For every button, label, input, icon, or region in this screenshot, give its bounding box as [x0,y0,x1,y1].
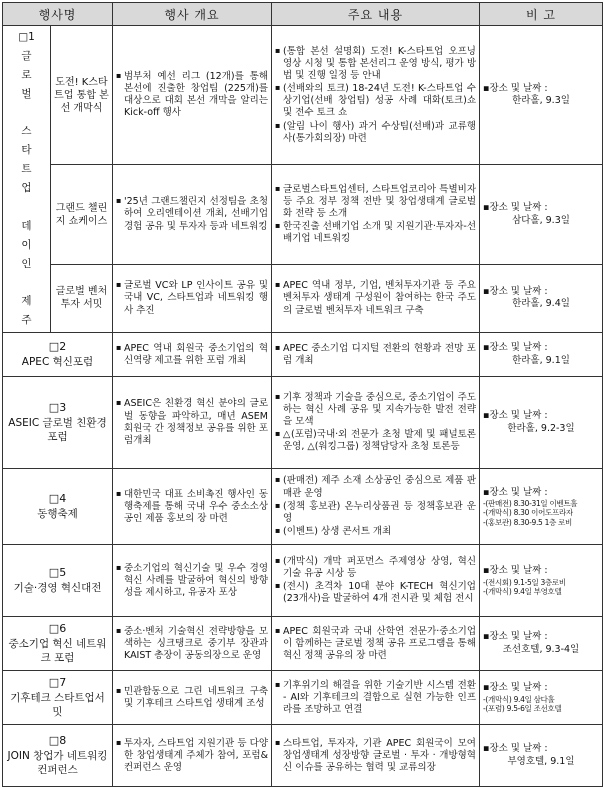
event-main-content: ▪ 기후 정책과 기술을 중심으로, 중소기업이 주도하는 혁신 사례 공유 및 지속가능한 발전 전략을 모색 ▪ △(포럼)국내·외 전문가 초청 발제 및 패널토론 운영, △(워킹그룹) 정책담당자 초청 토론등 [272,377,480,469]
event-remarks: ▪장소 및 날짜 : 한라홀, 9.4일 [480,264,603,333]
event-remarks: ▪장소 및 날짜 : 조선호텔, 9.3-4일 [480,617,603,671]
event-name: □7 기후테크 스타트업서밋 [3,671,113,725]
event-remarks: ▪장소 및 날짜 : -(개막식) 9.4일 삼다홀 -(포럼) 9.5-6일 조선호텔 [480,671,603,725]
event-name: 글로벌 벤처투자 서밋 [51,264,113,333]
event-remarks: ▪장소 및 날짜 : 부영호텔, 9.1일 [480,725,603,787]
header-main-content: 주요 내용 [272,3,480,26]
event-schedule-table [2,2,603,787]
header-event-name: 행사명 [3,3,113,26]
event-name: 도전! K스타트업 통합 본선 개막식 [51,26,113,165]
header-overview: 행사 개요 [113,3,272,26]
event-name: □4 동행축제 [3,469,113,545]
group-global-startup-day: □1 글 로 벌 스 타 트 업 데 이 인 제 주 [3,26,51,333]
event-remarks: ▪장소 및 날짜 : 한라홀, 9.3일 [480,26,603,165]
event-main-content: ▪ (판매전) 제주 소재 소상공인 중심으로 제품 판매관 운영 ▪ (정책 홍보관) 온누리상품권 등 정책홍보관 운영 ▪ (이벤트) 상생 콘서트 개최 [272,469,480,545]
event-overview: ▪ 투자자, 스타트업 지원기관 등 다양한 창업생태계 주체가 참여, 포럼&컨퍼런스 운영 [113,725,272,787]
event-name: □3 ASEIC 글로벌 친환경 포럼 [3,377,113,469]
header-row [3,3,603,26]
event-main-content: ▪ 글로벌스타트업센터, 스타트업코리아 특별비자 등 주요 정부 정책 전반 및 창업생태계 글로벌화 전략 등 소개 ▪ 한국진출 선배기업 소개 및 지원기관·투자자-선배기업 네트워킹 [272,165,480,264]
table-row [3,333,603,377]
event-remarks: ▪장소 및 날짜 : 한라홀, 9.1일 [480,333,603,377]
table-row [3,26,603,165]
event-main-content: ▪ APEC 중소기업 디지털 전환의 현황과 전망 포럼 개최 [272,333,480,377]
event-remarks: ▪장소 및 날짜 : -(판매전) 8.30-31일 이벤트홀 -(개막식) 8.30 이어도프라자 -(홍보관) 8.30-9.5 1층 로비 [480,469,603,545]
event-overview: ▪ 대한민국 대표 소비촉진 행사인 동행축제를 통해 국내 우수 중소소상공인 제품 홍보의 장 마련 [113,469,272,545]
event-main-content: ▪ APEC 회원국과 국내 산학연 전문가·중소기업이 함께하는 글로벌 정책 공유 프로그램을 통해 혁신 정책 공유의 장 마련 [272,617,480,671]
table-row [3,469,603,545]
event-remarks: ▪장소 및 날짜 : -(전시회) 9.1-5일 3층로비 -(개막식) 9.4일 부영호텔 [480,545,603,617]
event-main-content: ▪ 기후위기의 해결을 위한 기술기반 시스템 전환 - AI와 기후테크의 결합으로 실현 가능한 인프라를 조망하고 연결 [272,671,480,725]
table-row [3,725,603,787]
event-name: □8 JOIN 창업가 네트워킹 컨퍼런스 [3,725,113,787]
event-name: □6 중소기업 혁신 네트워크 포럼 [3,617,113,671]
event-name: □5 기술·경영 혁신대전 [3,545,113,617]
table-row [3,617,603,671]
event-remarks: ▪장소 및 날짜 : 한라홀, 9.2-3일 [480,377,603,469]
table-row [3,264,603,333]
table-row [3,377,603,469]
event-overview: ▪ 범부처 예선 리그 (12개)를 통해 본선에 진출한 창업팀 (225개)를 대상으로 대회 본선 개막을 알리는 Kick-off 행사 [113,26,272,165]
event-overview: ▪ 중소기업의 혁신기술 및 우수 경영혁신 사례를 발굴하여 혁신의 방향성을 제시하고, 유공자 포상 [113,545,272,617]
event-main-content: ▪ 스타트업, 투자자, 기관 APEC 회원국이 모여 창업생태계 성장방향 글로벌 · 투자 · 개방형혁신 이슈를 공유하는 협력 및 교류의장 [272,725,480,787]
event-remarks: ▪장소 및 날짜 : 삼다홀, 9.3일 [480,165,603,264]
event-name: □2 APEC 혁신포럼 [3,333,113,377]
event-main-content: ▪ (개막식) 개막 퍼포먼스 주제영상 상영, 혁신 기술 유공 시상 등 ▪ (전시) 초격차 10대 분야 K-TECH 혁신기업(23개사)을 발굴하여 4개 전시관 및 체험 전시 [272,545,480,617]
table-row [3,545,603,617]
event-main-content: ▪ (통합 본선 설명회) 도전! K-스타트업 오프닝 영상 시청 및 통합 본선리그 운영 방식, 평가 방법 및 진행 일정 등 안내 ▪ (선배와의 토크) 18-24년 도전! K-스타트업 수상기업(선배 창업팀) 성공 사례 대화(토크)쇼 및 전수 토크 쇼 ▪ (알림 나이 행사) 과거 수상팀(선배)과 교류행사(통가회의장) 마련 [272,26,480,165]
event-overview: ▪ ASEIC은 친환경 혁신 분야의 글로벌 동향을 파악하고, 매년 ASEM 회원국 간 정책정보 공유를 위한 포럼개최 [113,377,272,469]
event-overview: ▪ '25년 그랜드챌린지 선정팀을 초청하여 오리엔테이션 개최, 선배기업 경험 공유 및 투자자 등과 네트워킹 [113,165,272,264]
event-overview: ▪ 글로벌 VC와 LP 인사이트 공유 및 국내 VC, 스타트업과 네트워킹 행사 추진 [113,264,272,333]
event-overview: ▪ APEC 역내 회원국 중소기업의 혁신역량 제고를 위한 포럼 개최 [113,333,272,377]
header-remarks: 비 고 [480,3,603,26]
event-main-content: ▪ APEC 역내 정부, 기업, 벤처투자기관 등 주요 벤처투자 생태계 구성원이 참여하는 한국 주도의 글로벌 벤처투자 네트워크 구축 [272,264,480,333]
table-row [3,671,603,725]
event-overview: ▪ 민관합동으로 그린 네트워크 구축 및 기후테크 스타트업 생태계 조성 [113,671,272,725]
event-name: 그랜드 챌린지 쇼케이스 [51,165,113,264]
table-row [3,165,603,264]
event-overview: ▪ 중소·벤처 기술혁신 전략방향을 모색하는 싱크탱크로 중기부 장관과 KAIST 총장이 공동의장으로 운영 [113,617,272,671]
